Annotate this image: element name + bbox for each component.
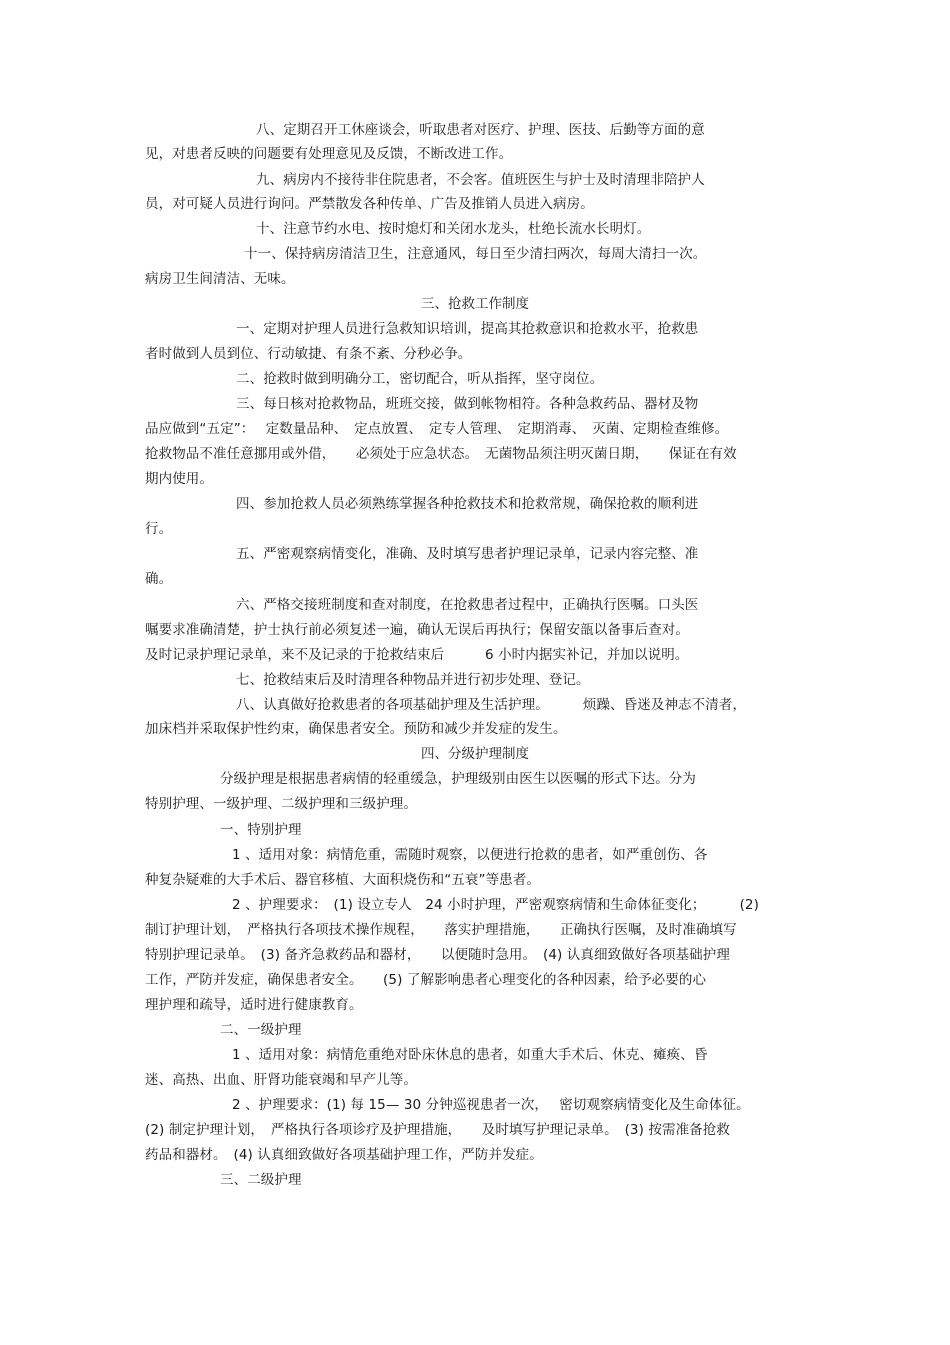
text-line: 药品和器材。 (4) 认真细致做好各项基础护理工作，严防并发症。 (145, 1147, 543, 1163)
text-line: (2) 制定护理计划， 严格执行各项诊疗及护理措施， 及时填写护理记录单。 (3) 按需准备抢救 (145, 1122, 730, 1138)
text-line: 二、抢救时做到明确分工，密切配合，听从指挥，坚守岗位。 (236, 371, 604, 387)
text-line: 病房卫生间清洁、无味。 (145, 271, 295, 287)
text-line: 行。 (145, 521, 173, 537)
section-heading: 三、抢救工作制度 (421, 296, 529, 312)
text-line: 1 、适用对象：病情危重，需随时观察，以便进行抢救的患者，如严重创伤、各 (232, 847, 708, 863)
text-line: 八、定期召开工休座谈会，听取患者对医疗、护理、医技、后勤等方面的意 (256, 122, 705, 138)
text-line: 五、严密观察病情变化，准确、及时填写患者护理记录单，记录内容完整、准 (236, 546, 699, 562)
subsection-heading: 一、特别护理 (220, 822, 302, 838)
text-line: 者时做到人员到位、行动敏捷、有条不紊、分秒必争。 (145, 346, 472, 362)
text-line: 2 、护理要求：(1) 每 15— 30 分钟巡视患者一次， 密切观察病情变化及生命体征。 (232, 1097, 750, 1113)
text-line: 抢救物品不准任意挪用或外借， 必须处于应急状态。 无菌物品须注明灭菌日期， 保证在有效 (145, 446, 737, 462)
text-line: 七、抢救结束后及时清理各种物品并进行初步处理、登记。 (236, 672, 590, 688)
text-line: 特别护理、一级护理、二级护理和三级护理。 (145, 796, 417, 812)
text-line: 品应做到“五定”： 定数量品种、 定点放置、 定专人管理、 定期消毒、 灭菌、定期检查维修。 (145, 421, 729, 437)
text-line: 一、定期对护理人员进行急救知识培训，提高其抢救意识和抢救水平，抢救患 (236, 321, 699, 337)
text-line: 分级护理是根据患者病情的轻重缓急，护理级别由医生以医嘱的形式下达。分为 (220, 771, 696, 787)
text-line: 期内使用。 (145, 471, 213, 487)
text-line: 嘱要求准确清楚，护士执行前必须复述一遍，确认无误后再执行；保留安瓿以备事后查对。 (145, 622, 689, 638)
text-line: 确。 (145, 571, 173, 587)
text-line: 三、每日核对抢救物品，班班交接，做到帐物相符。各种急救药品、器材及物 (236, 396, 699, 412)
text-line: 六、严格交接班制度和查对制度，在抢救患者过程中，正确执行医嘱。口头医 (236, 597, 699, 613)
text-line: 2 、护理要求： (1) 设立专人 24 小时护理，严密观察病情和生命体征变化； (2) (232, 897, 759, 913)
text-line: 及时记录护理记录单，来不及记录的于抢救结束后 6 小时内据实补记，并加以说明。 (145, 647, 689, 663)
subsection-heading: 二、一级护理 (220, 1022, 302, 1038)
text-line: 1 、适用对象：病情危重绝对卧床休息的患者，如重大手术后、休克、瘫痪、昏 (232, 1047, 708, 1063)
text-line: 员，对可疑人员进行询问。严禁散发各种传单、广告及推销人员进入病房。 (145, 196, 594, 212)
subsection-heading: 三、二级护理 (220, 1172, 302, 1188)
text-line: 九、病房内不接待非住院患者，不会客。值班医生与护士及时清理非陪护人 (256, 172, 705, 188)
text-line: 迷、高热、出血、肝肾功能衰竭和早产儿等。 (145, 1072, 417, 1088)
text-line: 十一、保持病房清洁卫生，注意通风，每日至少清扫两次，每周大清扫一次。 (244, 246, 707, 262)
text-line: 十、注意节约水电、按时熄灯和关闭水龙头，杜绝长流水长明灯。 (256, 221, 651, 237)
text-line: 工作，严防并发症，确保患者安全。 (5) 了解影响患者心理变化的各种因素，给予必要的心 (145, 972, 707, 988)
text-line: 特别护理记录单。 (3) 备齐急救药品和器材， 以便随时急用。 (4) 认真细致做好各项基础护理 (145, 947, 730, 963)
text-line: 种复杂疑难的大手术后、器官移植、大面积烧伤和“五衰”等患者。 (145, 872, 540, 888)
text-line: 四、参加抢救人员必须熟练掌握各种抢救技术和抢救常规，确保抢救的顺利进 (236, 496, 699, 512)
section-heading: 四、分级护理制度 (421, 746, 529, 762)
text-line: 制订护理计划， 严格执行各项技术操作规程， 落实护理措施， 正确执行医嘱，及时准确填写 (145, 922, 737, 938)
text-line: 八、认真做好抢救患者的各项基础护理及生活护理。 烦躁、昏迷及神志不清者， (236, 697, 747, 713)
text-line: 理护理和疏导，适时进行健康教育。 (145, 997, 363, 1013)
text-line: 加床档并采取保护性约束，确保患者安全。预防和减少并发症的发生。 (145, 721, 567, 737)
text-line: 见，对患者反映的问题要有处理意见及反馈，不断改进工作。 (145, 146, 513, 162)
